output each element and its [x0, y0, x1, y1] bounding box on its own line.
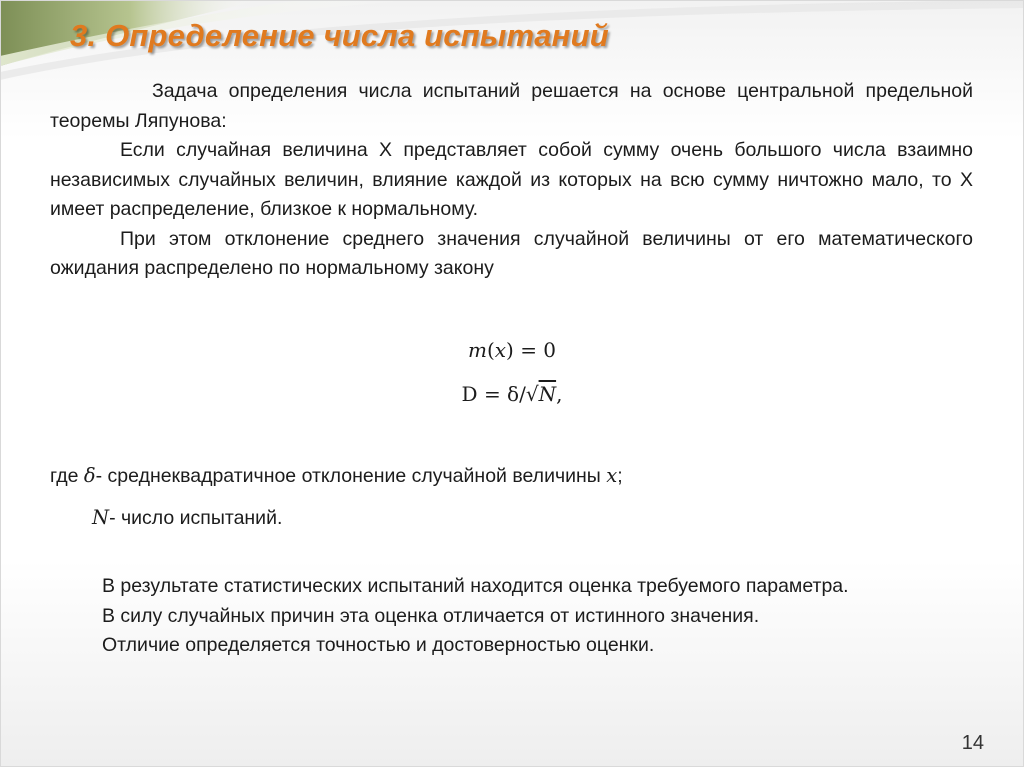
definition-delta-var: x: [606, 464, 618, 487]
definition-delta-text: - среднеквадратичное отклонение случайной величины: [95, 465, 607, 487]
intro-paragraph-1: Задача определения числа испытаний решается на основе центральной предельной теоремы Ляпунова:: [50, 80, 973, 132]
definition-n-text: - число испытаний.: [109, 507, 283, 529]
slide-title: 3. Определение числа испытаний: [70, 18, 609, 53]
formula-dispersion-comma: ,: [556, 382, 563, 406]
definition-delta: [50, 464, 973, 488]
conclusion-paragraph-2: В силу случайных причин эта оценка отличается от истинного значения.: [102, 604, 760, 627]
definition-n: [92, 506, 1015, 530]
conclusion-paragraph-1: В результате статистических испытаний находится оценка требуемого параметра.: [102, 575, 849, 597]
conclusion-paragraph-3: Отличие определяется точностью и достоверностью оценки.: [102, 634, 655, 656]
intro-paragraph-2: Если случайная величина X представляет собой сумму очень большого числа взаимно независимых случайных величин, влияние каждой из которых на всю сумму ничтожно мало, то X имеет распределение, близкое к нормальному.: [50, 139, 973, 220]
formula-mean-x: x: [494, 338, 507, 362]
definition-delta-end: ;: [617, 465, 623, 487]
page-number: 14: [961, 732, 984, 754]
formula-dispersion-lhs: D = δ/√: [461, 382, 539, 406]
intro-text: [50, 77, 973, 284]
formula-dispersion: [0, 382, 1024, 406]
formula-mean: [0, 338, 1024, 362]
definition-n-symbol: N: [92, 506, 110, 529]
formula-mean-paren: (: [486, 338, 495, 362]
intro-paragraph-3: При этом отклонение среднего значения случайной величины от его математического ожидания распределено по нормальному закону: [50, 227, 973, 279]
definition-delta-symbol: δ: [83, 464, 96, 487]
formula-mean-rest: ) = 0: [506, 338, 557, 362]
formula-dispersion-n: N: [538, 382, 557, 406]
conclusion-text: [50, 572, 973, 661]
definition-delta-prefix: где: [50, 465, 84, 487]
formula-mean-m: m: [467, 338, 487, 362]
